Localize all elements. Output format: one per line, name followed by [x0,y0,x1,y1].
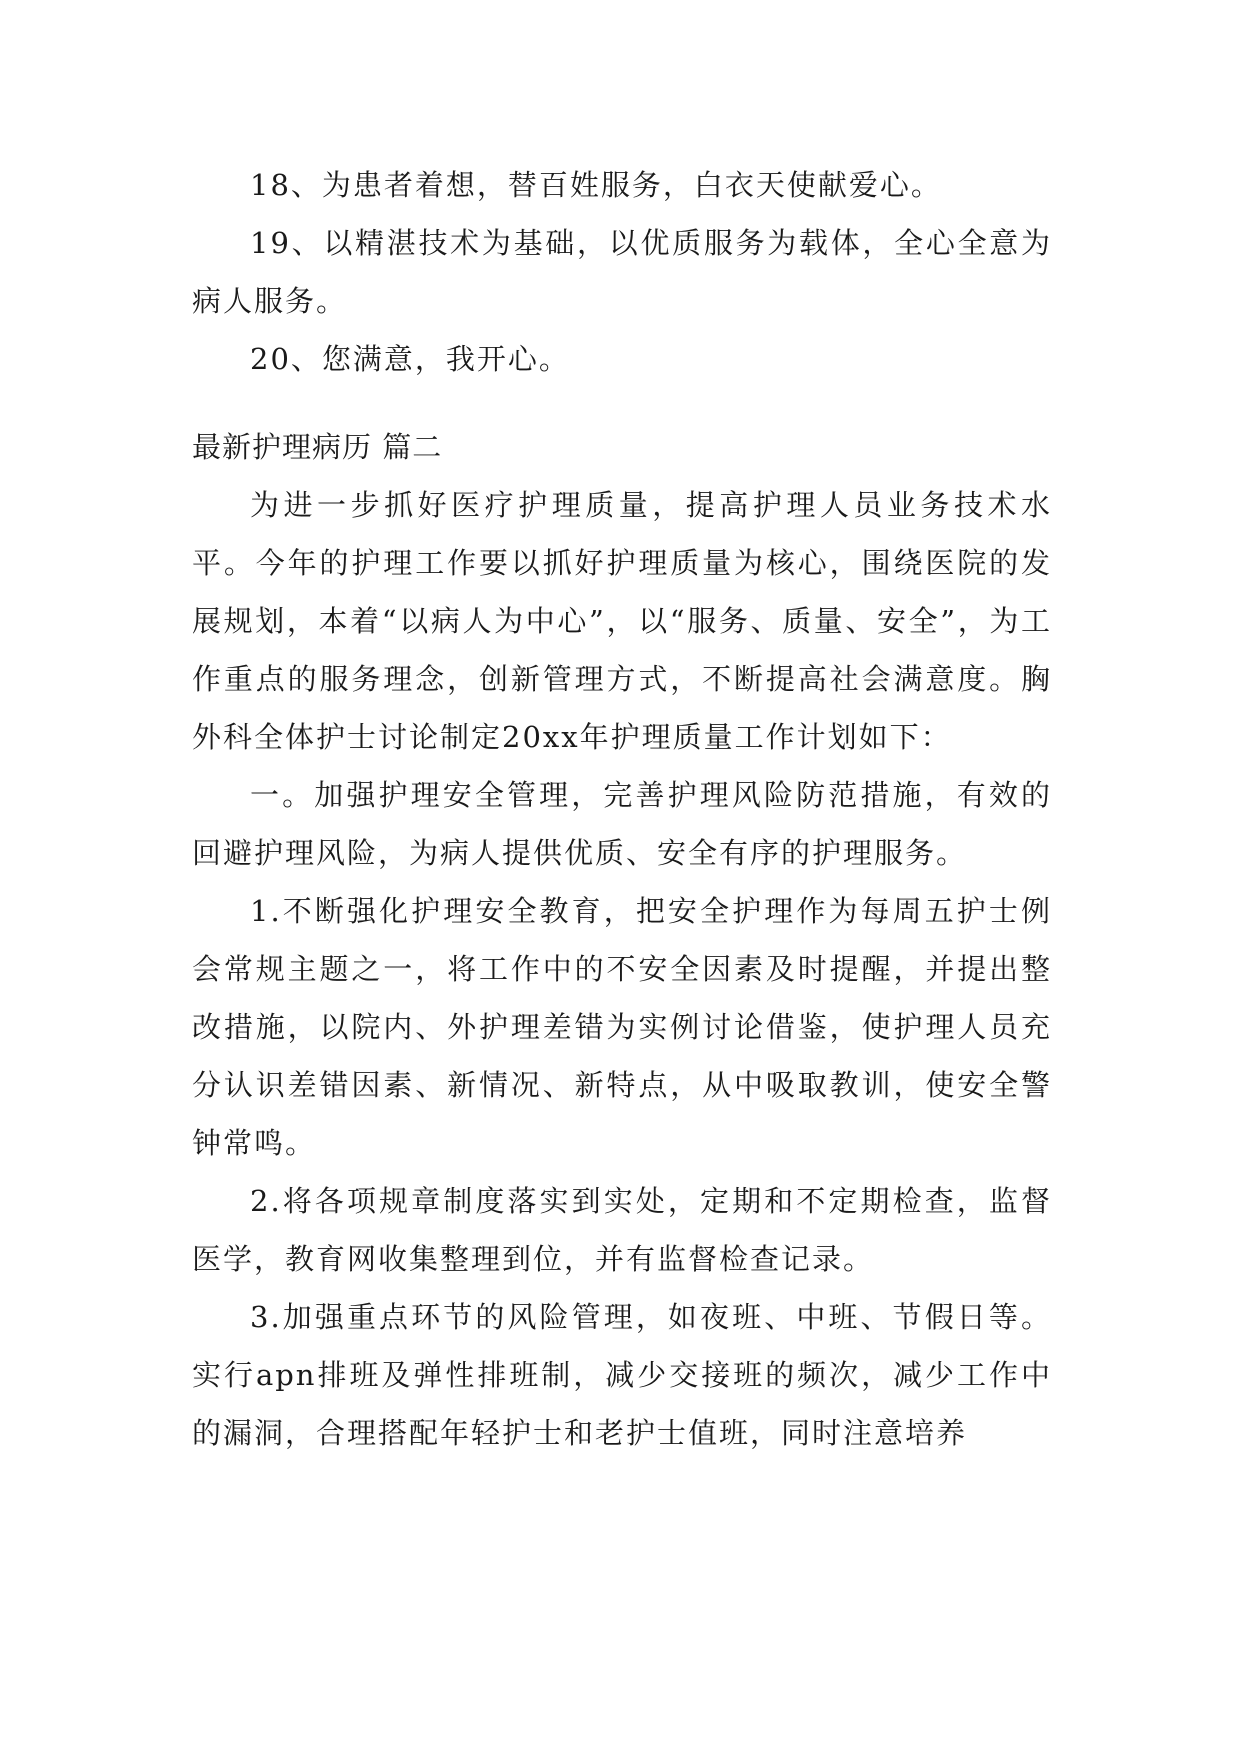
safety-management-paragraph: 一。加强护理安全管理，完善护理风险防范措施，有效的回避护理风险，为病人提供优质、安全有序的护理服务。 [192,778,1052,870]
list-item-19: 19、以精湛技术为基础，以优质服务为载体，全心全意为病人服务。 [192,226,1052,318]
section-title: 最新护理病历 篇二 [192,430,443,464]
item-3-paragraph: 3.加强重点环节的风险管理，如夜班、中班、节假日等。实行apn排班及弹性排班制，减少交接班的频次，减少工作中的漏洞，合理搭配年轻护士和老护士值班，同时注意培养 [192,1300,1052,1450]
list-item-18: 18、为患者着想，替百姓服务，白衣天使献爱心。 [250,168,942,202]
item-1-paragraph: 1.不断强化护理安全教育，把安全护理作为每周五护士例会常规主题之一，将工作中的不安全因素及时提醒，并提出整改措施，以院内、外护理差错为实例讨论借鉴，使护理人员充分认识差错因素、新情况、新特点，从中吸取教训，使安全警钟常鸣。 [192,894,1052,1160]
document-body [192,156,1052,1462]
item-2-paragraph: 2.将各项规章制度落实到实处，定期和不定期检查，监督医学，教育网收集整理到位，并有监督检查记录。 [192,1184,1052,1276]
intro-paragraph: 为进一步抓好医疗护理质量，提高护理人员业务技术水平。今年的护理工作要以抓好护理质量为核心，围绕医院的发展规划，本着“以病人为中心”，以“服务、质量、安全”，为工作重点的服务理念，创新管理方式，不断提高社会满意度。胸外科全体护士讨论制定20xx年护理质量工作计划如下： [192,488,1052,754]
list-item-20: 20、您满意，我开心。 [250,342,570,376]
section-spacer [192,388,1052,418]
